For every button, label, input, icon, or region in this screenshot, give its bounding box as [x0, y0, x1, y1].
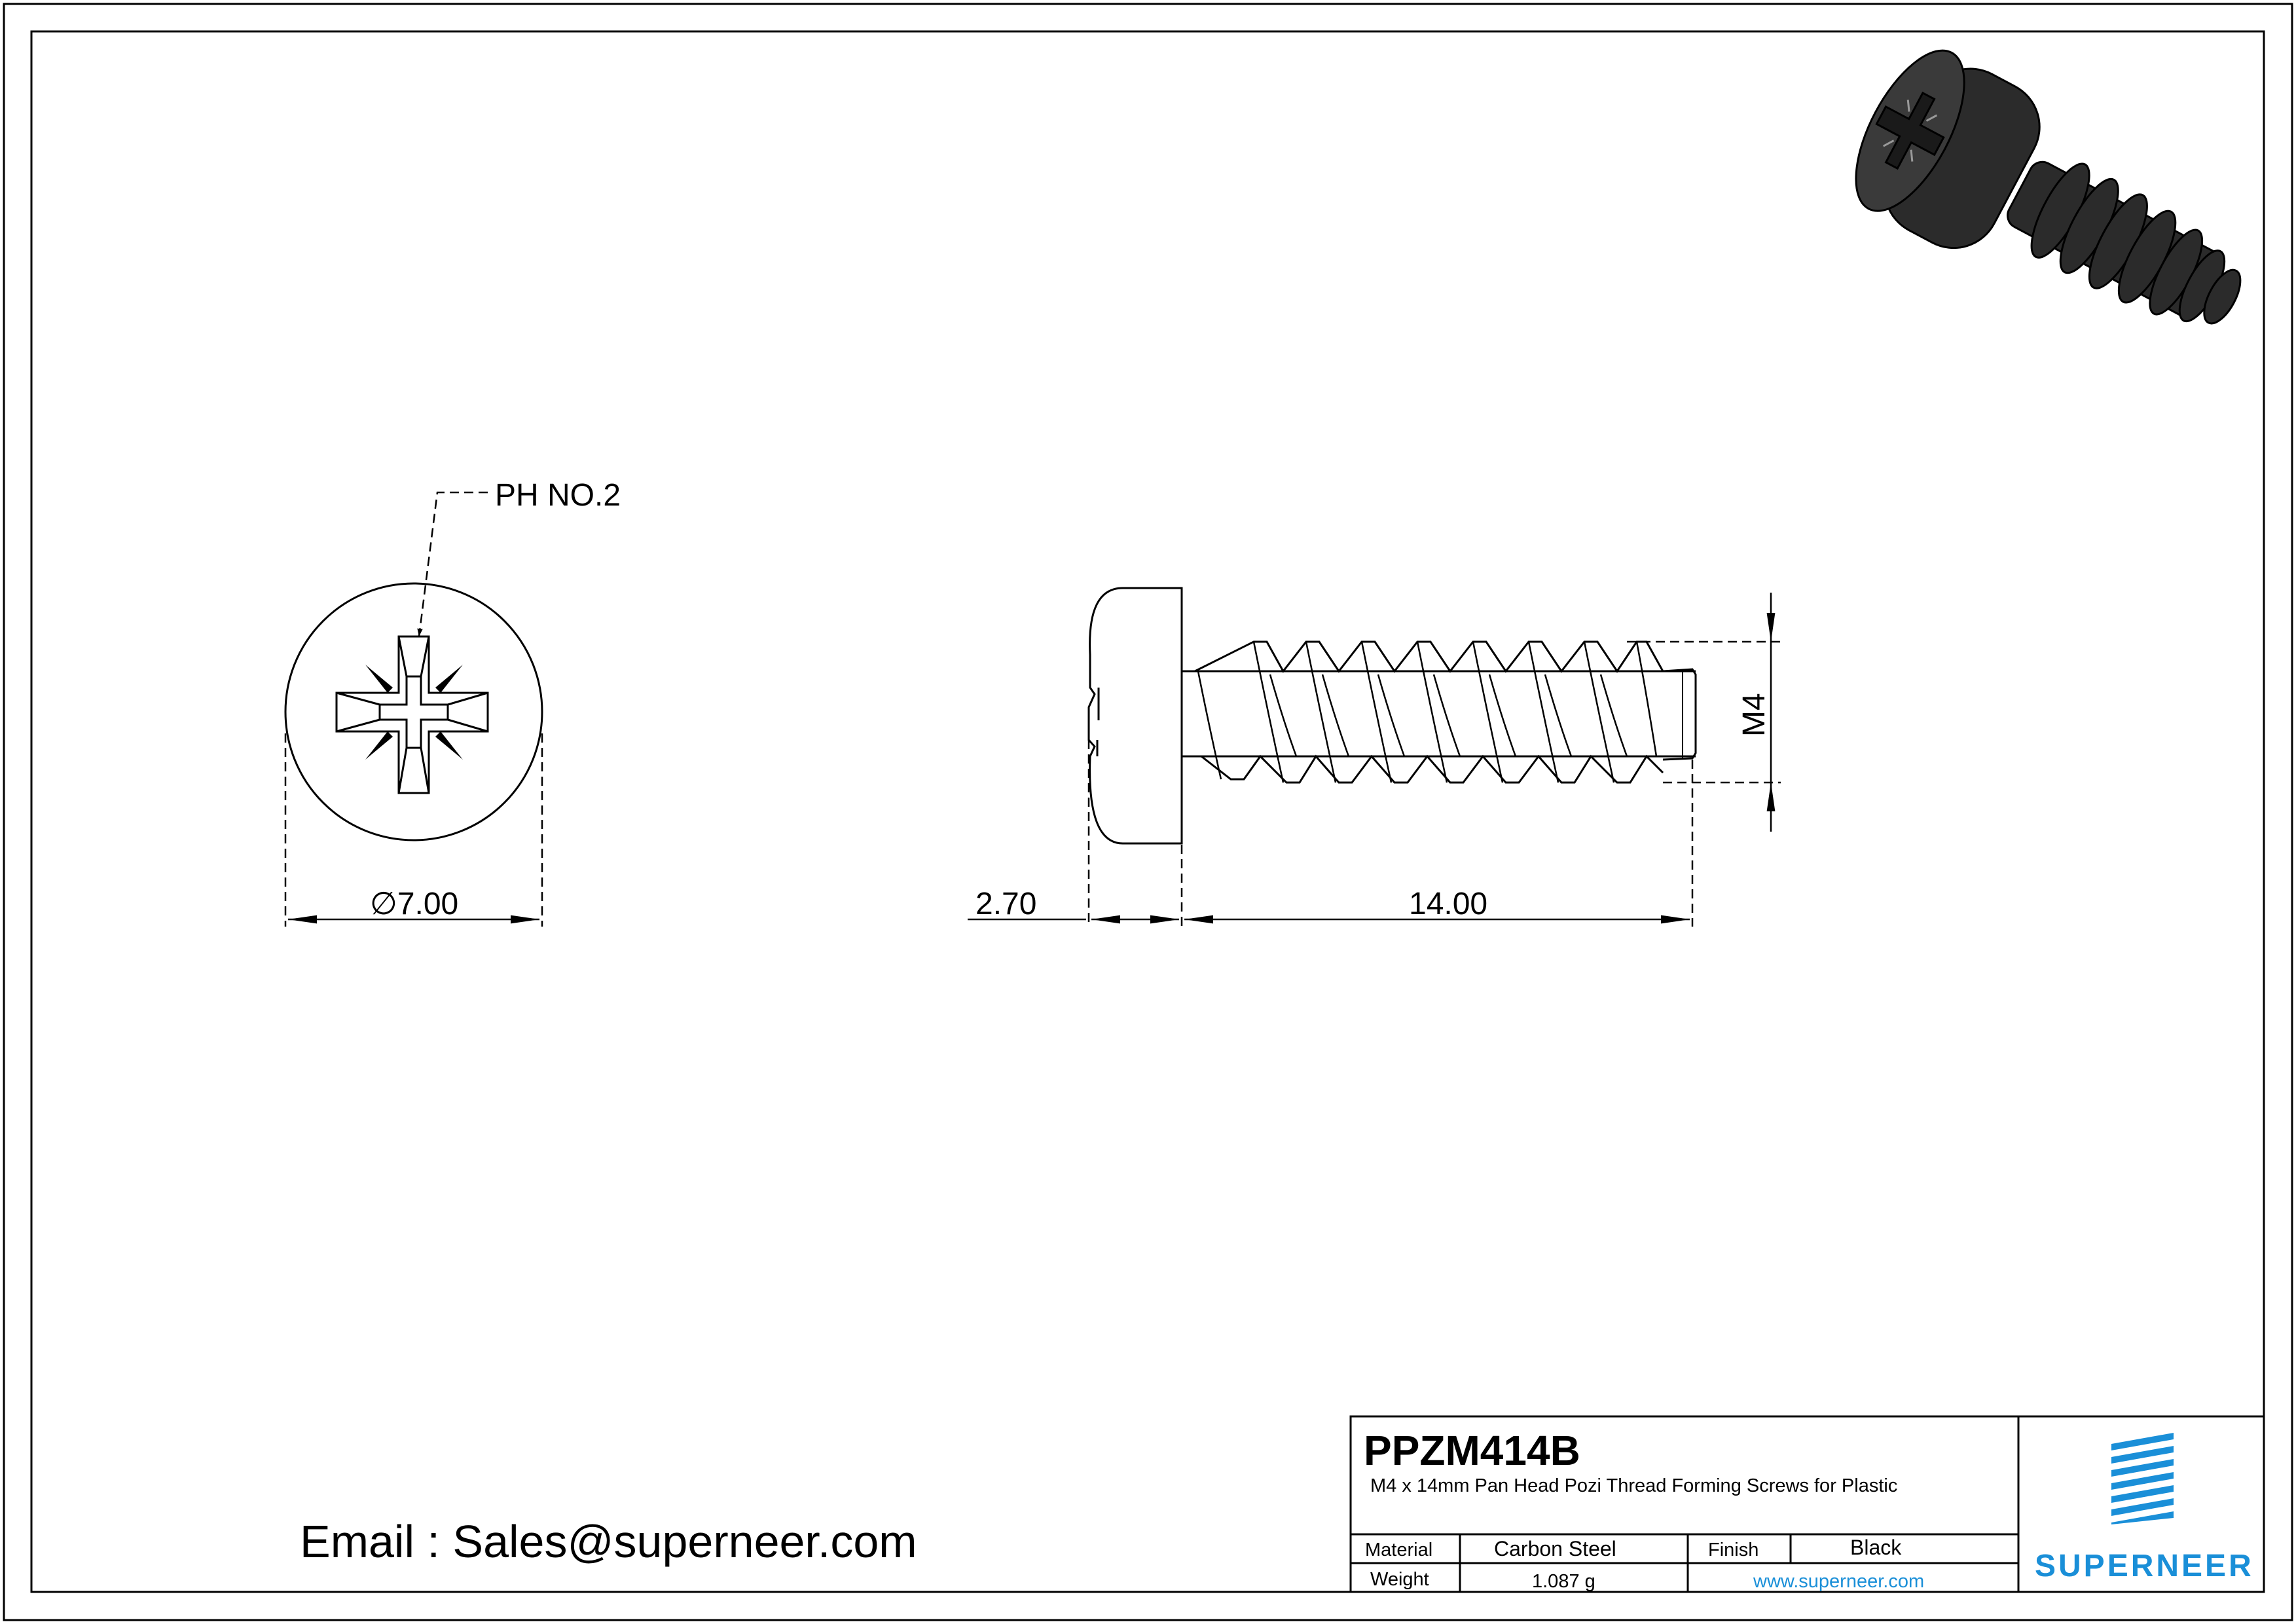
- drive-label: PH NO.2: [495, 478, 621, 513]
- weight-value: 1.087 g: [1532, 1571, 1595, 1592]
- pozi-recess: [337, 637, 488, 793]
- weight-label: Weight: [1370, 1569, 1429, 1590]
- thread-size-label: M4: [1737, 693, 1772, 737]
- finish-value: Black: [1850, 1536, 1902, 1559]
- contact-email: Email : Sales@superneer.com: [300, 1516, 917, 1567]
- drive-leader: [419, 492, 488, 637]
- finish-label: Finish: [1708, 1540, 1759, 1560]
- brand-name: SUPERNEER: [2035, 1549, 2254, 1583]
- diameter-symbol: ∅: [370, 887, 397, 921]
- front-view: [285, 583, 542, 840]
- length-label: 14.00: [1409, 887, 1488, 921]
- pozi-mark: [435, 731, 463, 760]
- material-label: Material: [1365, 1540, 1433, 1560]
- part-description: M4 x 14mm Pan Head Pozi Thread Forming Screws for Plastic: [1370, 1475, 1898, 1496]
- material-value: Carbon Steel: [1494, 1537, 1616, 1560]
- thread-crest-bottom: [1201, 756, 1663, 783]
- head-height-label: 2.70: [975, 887, 1037, 921]
- pozi-mark: [365, 665, 393, 693]
- side-view: [1089, 588, 1696, 843]
- screw-3d-render-icon: [1834, 34, 2275, 380]
- diameter-label: [370, 887, 458, 921]
- screw-tip: [1663, 669, 1696, 760]
- thread-crest-top: [1195, 642, 1663, 671]
- superneer-logo-icon: [2111, 1433, 2174, 1524]
- pozi-mark: [365, 731, 393, 760]
- website-link[interactable]: www.superneer.com: [1753, 1571, 1925, 1592]
- pozi-mark: [435, 665, 463, 693]
- sheet-inner-border: [31, 31, 2264, 1592]
- diameter-value: 7.00: [397, 887, 459, 921]
- screw-head: [1089, 588, 1182, 843]
- part-number: PPZM414B: [1364, 1427, 1580, 1474]
- head-outline: [285, 583, 542, 840]
